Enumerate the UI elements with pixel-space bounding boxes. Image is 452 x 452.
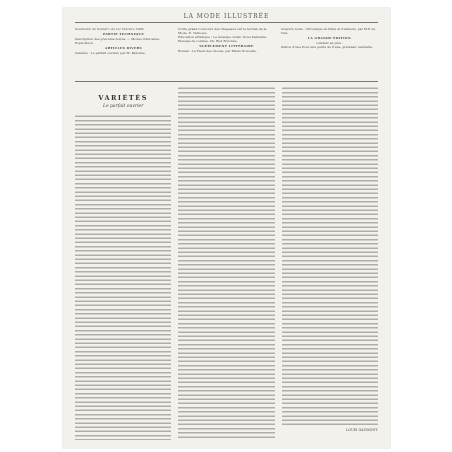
article-signature: LOUIS GAUMONT. xyxy=(346,427,378,432)
sommaire-section: SUPPLÉMENT LITTÉRAIRE xyxy=(199,44,254,48)
article-body xyxy=(75,86,378,440)
article-text-block xyxy=(75,114,171,440)
sommaire-text: Roman : La Fleur des choses, par Marie Nouvelle. xyxy=(178,49,257,53)
sommaire-text: Variétés : Le parfait ouvrier, par M. Batonne. xyxy=(75,51,146,55)
sommaire-block xyxy=(75,27,378,79)
sommaire-title: Sommaire du Numéro du 1er Octobre 1909. xyxy=(75,27,145,31)
article-title: VARIÉTÉS xyxy=(98,94,148,102)
header-rule xyxy=(75,22,378,23)
sommaire-text: Description des gravures noires. — Modes d'automne. Explication. xyxy=(75,37,161,45)
sommaire-rule xyxy=(75,81,378,82)
sommaire-text: contient en plus : xyxy=(315,41,344,45)
article-text-block xyxy=(282,86,378,426)
article-column-2 xyxy=(178,86,274,440)
sommaire-column-1 xyxy=(75,27,172,79)
article-text-block xyxy=(178,86,274,440)
sommaire-text: Patron d'une Pour une petite de 8 ans, grandeur naturelle. xyxy=(281,45,374,49)
article-subtitle: Le parfait ouvrier xyxy=(102,104,144,109)
sommaire-column-3 xyxy=(281,27,378,79)
sommaire-text: Gravure noire : Chronique de Paris et d'ailleurs, par M.P. de Neu. xyxy=(281,27,376,35)
newspaper-page xyxy=(63,8,390,448)
sommaire-section: LA GRANDE ÉDITION xyxy=(307,36,352,40)
sommaire-section: ARTICLES DIVERS xyxy=(104,46,143,50)
sommaire-text: Élevage de cosmes. Ch. Bud Boronne. xyxy=(178,39,238,43)
article-column-3 xyxy=(282,86,378,440)
masthead: LA MODE ILLUSTRÉE xyxy=(183,13,270,20)
sommaire-section: PARTIE TECHNIQUE xyxy=(102,32,145,36)
sommaire-column-2 xyxy=(178,27,275,79)
article-column-1 xyxy=(75,86,171,440)
sommaire-text: Éducation artistique : Le musique vivait, Nous Parisiens. xyxy=(178,35,268,39)
sommaire-text: Notre grand Concours des Chapeaux sur le terrain de la Mode. E. Tarnowe. xyxy=(178,27,267,35)
